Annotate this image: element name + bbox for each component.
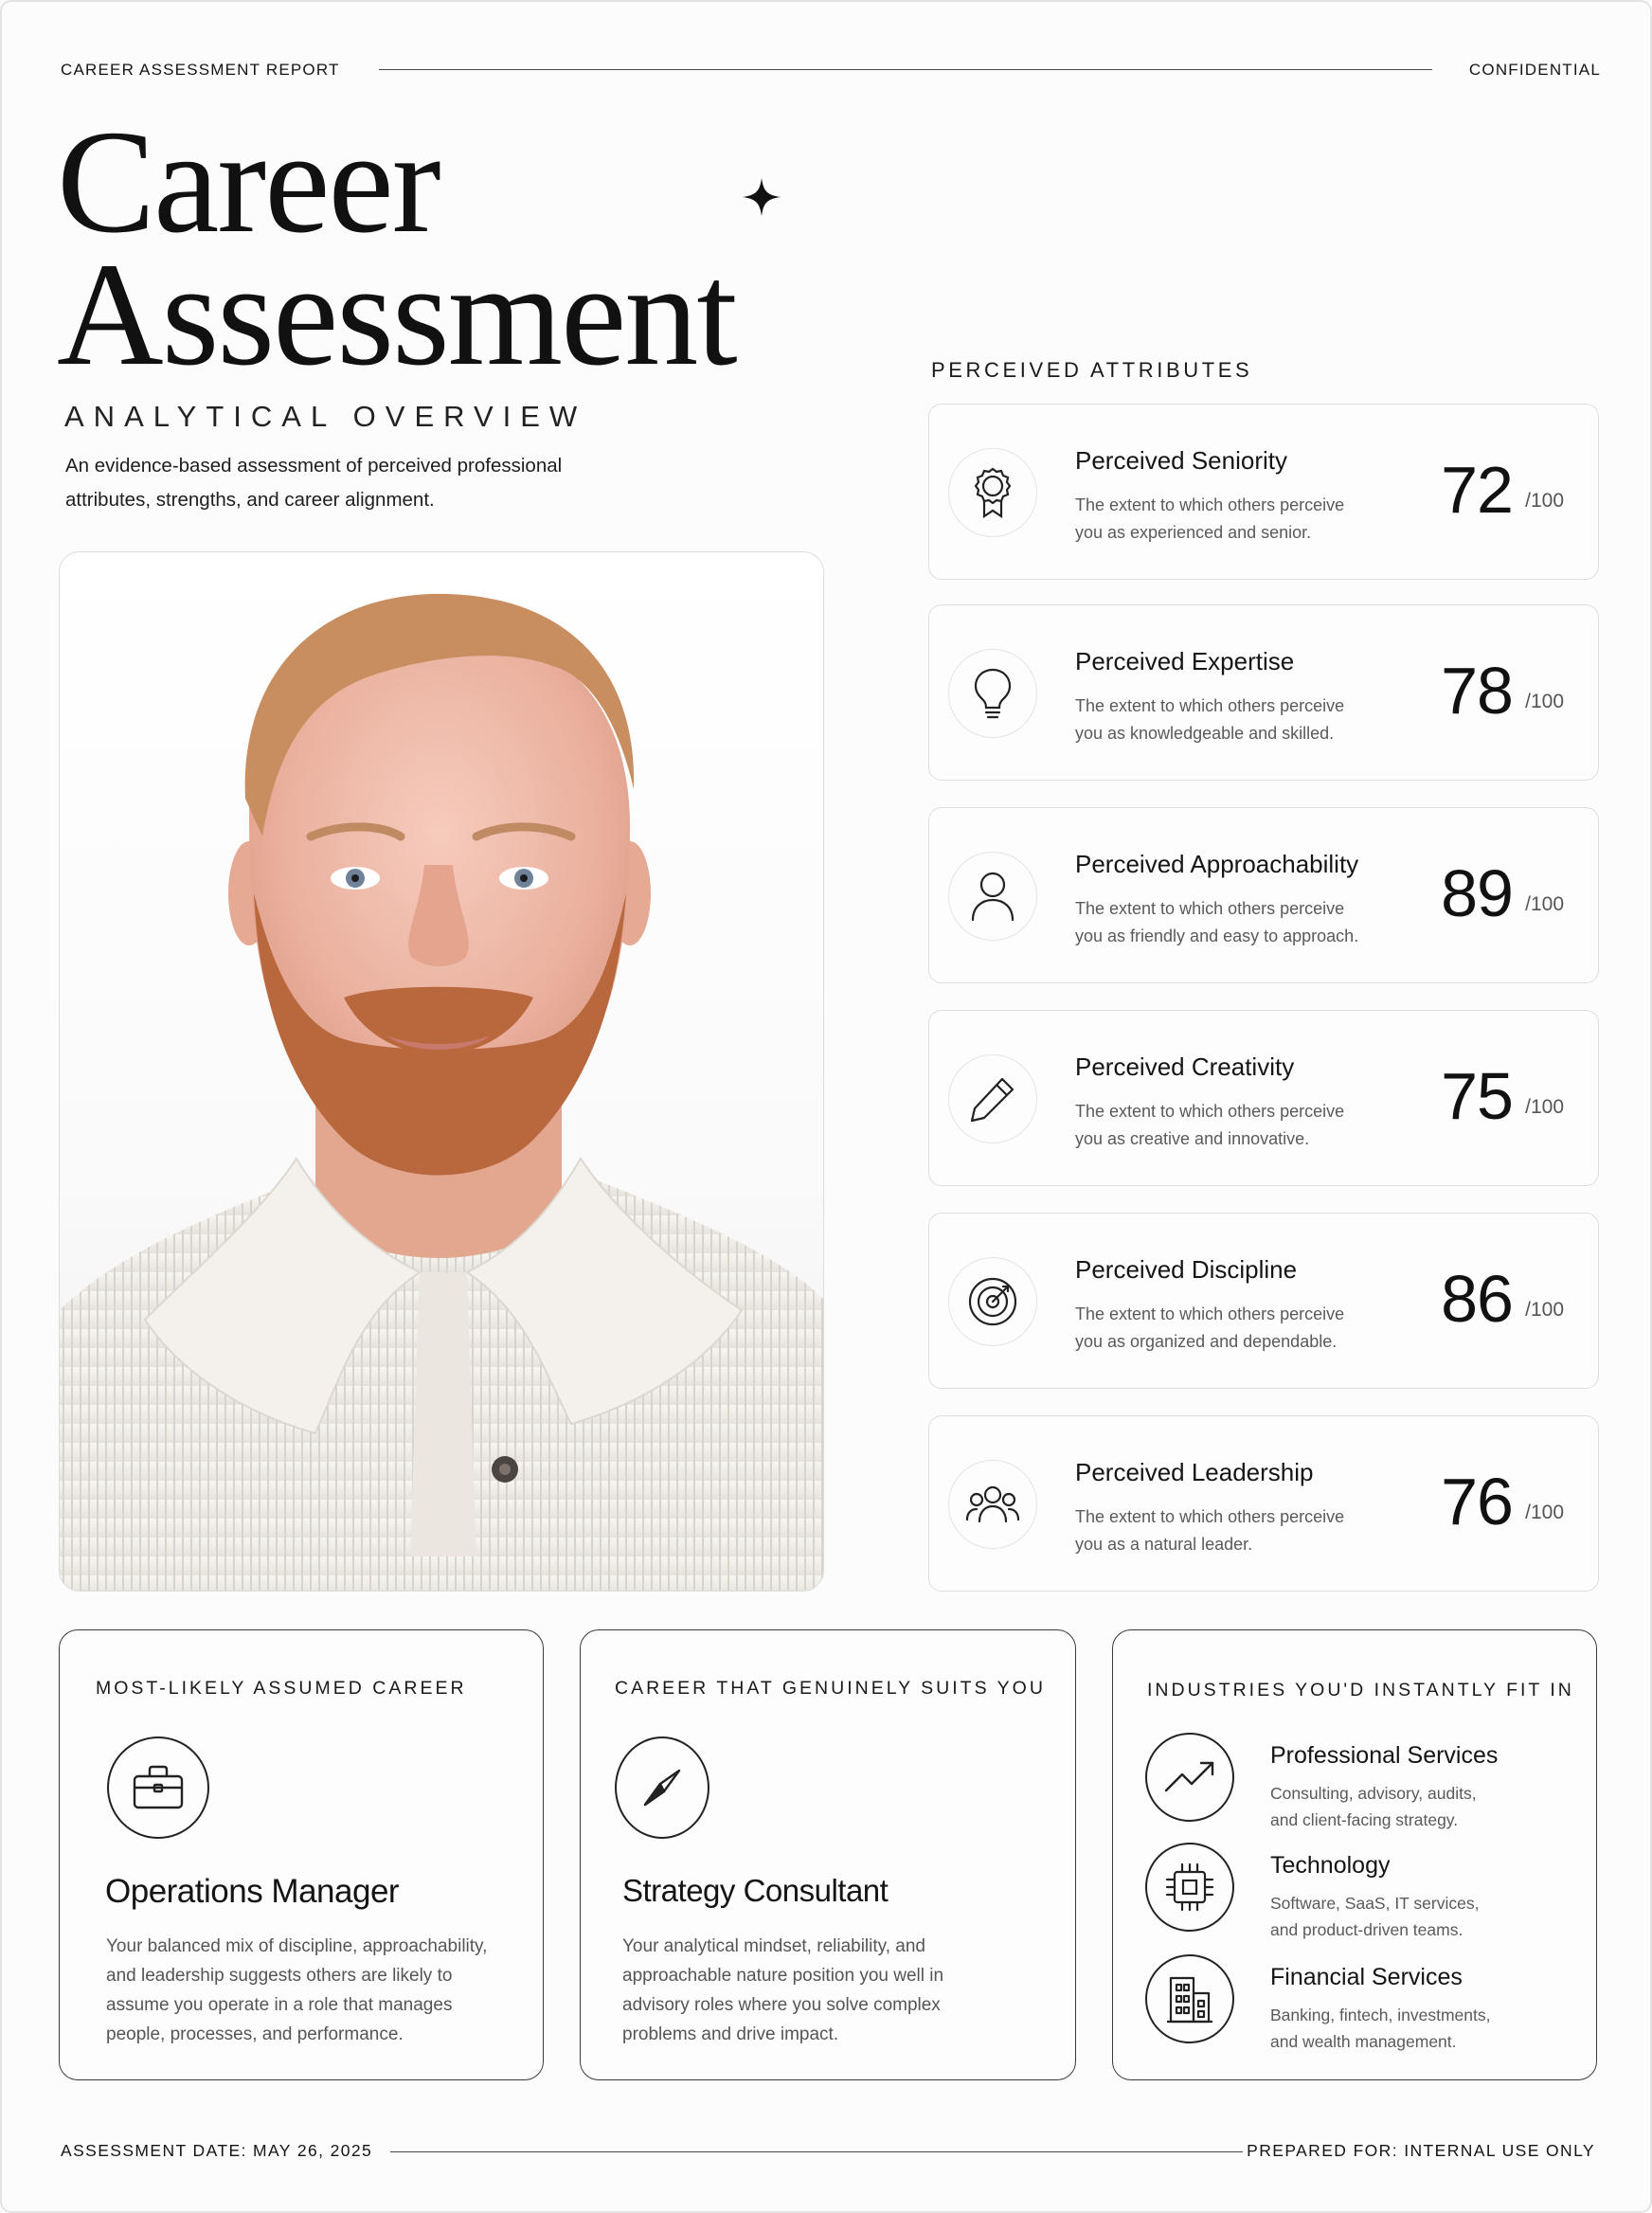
attribute-score-max: /100 bbox=[1525, 490, 1564, 512]
attribute-description-line: you as organized and dependable. bbox=[1075, 1332, 1338, 1351]
attribute-name: Perceived Expertise bbox=[1075, 647, 1295, 675]
briefcase-icon bbox=[107, 1736, 209, 1839]
sparkle-icon bbox=[741, 176, 782, 218]
attribute-description-line: you as creative and innovative. bbox=[1075, 1129, 1310, 1148]
description-line: assume you operate in a role that manages bbox=[106, 1995, 453, 2015]
description-line: Your balanced mix of discipline, approachability, bbox=[106, 1936, 488, 1956]
description-line: and leadership suggests others are likely to bbox=[106, 1966, 453, 1986]
suited-career-heading: CAREER THAT GENUINELY SUITS YOU bbox=[615, 1678, 1046, 1699]
trend-up-icon bbox=[1145, 1733, 1234, 1822]
attribute-description-line: you as a natural leader. bbox=[1075, 1535, 1253, 1554]
attribute-card-discipline bbox=[928, 1213, 1599, 1389]
group-icon bbox=[948, 1460, 1037, 1549]
attribute-description-line: The extent to which others perceive bbox=[1075, 495, 1345, 514]
pencil-icon bbox=[948, 1054, 1037, 1143]
attribute-score: 76 bbox=[1441, 1465, 1513, 1538]
prepared-for-label: PREPARED FOR: INTERNAL USE ONLY bbox=[1247, 2141, 1595, 2160]
attribute-score-max: /100 bbox=[1525, 893, 1564, 915]
industry-name: Professional Services bbox=[1270, 1742, 1499, 1769]
assessment-date: ASSESSMENT DATE: MAY 26, 2025 bbox=[61, 2141, 373, 2160]
confidential-label: CONFIDENTIAL bbox=[1468, 61, 1601, 79]
attribute-name: Perceived Creativity bbox=[1075, 1053, 1295, 1081]
industry-description-line: Banking, fintech, investments, bbox=[1270, 2006, 1491, 2024]
attribute-name: Perceived Seniority bbox=[1075, 446, 1287, 475]
compass-icon bbox=[615, 1736, 709, 1839]
attribute-description-line: The extent to which others perceive bbox=[1075, 899, 1345, 918]
suited-career-description bbox=[622, 1932, 943, 2049]
attribute-description-line: you as friendly and easy to approach. bbox=[1075, 927, 1359, 945]
description-line: approachable nature position you well in bbox=[622, 1966, 944, 1986]
intro-line-1: An evidence-based assessment of perceived professional bbox=[65, 455, 563, 477]
title-line-2: Assessment bbox=[57, 232, 736, 396]
report-header bbox=[61, 59, 1601, 81]
person-icon bbox=[948, 852, 1037, 941]
industries-card bbox=[1112, 1629, 1597, 2080]
report-type-label: CAREER ASSESSMENT REPORT bbox=[61, 61, 340, 79]
industry-description bbox=[1270, 1890, 1535, 1943]
industry-description-line: Software, SaaS, IT services, bbox=[1270, 1894, 1480, 1913]
attribute-score-max: /100 bbox=[1525, 1096, 1564, 1118]
industry-item-professional-services bbox=[1145, 1733, 1600, 1831]
attribute-description-line: The extent to which others perceive bbox=[1075, 1507, 1345, 1526]
suited-career-role: Strategy Consultant bbox=[622, 1873, 889, 1908]
footer-divider bbox=[390, 2151, 1243, 2152]
industry-description bbox=[1270, 1780, 1535, 1833]
portrait-photo bbox=[59, 551, 824, 1592]
lightbulb-icon bbox=[948, 649, 1037, 738]
description-line: people, processes, and performance. bbox=[106, 2024, 404, 2044]
award-ribbon-icon bbox=[948, 448, 1037, 537]
attribute-card-seniority bbox=[928, 404, 1599, 580]
industry-name: Technology bbox=[1270, 1852, 1391, 1879]
attributes-heading: PERCEIVED ATTRIBUTES bbox=[931, 358, 1253, 382]
attribute-score: 72 bbox=[1441, 453, 1513, 527]
page-subtitle: ANALYTICAL OVERVIEW bbox=[64, 400, 587, 433]
attribute-description-line: The extent to which others perceive bbox=[1075, 696, 1345, 715]
assumed-career-card bbox=[59, 1629, 544, 2080]
industry-name: Financial Services bbox=[1270, 1964, 1463, 1990]
chip-icon bbox=[1145, 1843, 1234, 1932]
assumed-career-description bbox=[106, 1932, 487, 2049]
page-title bbox=[57, 99, 736, 396]
industry-description bbox=[1270, 2002, 1535, 2055]
portrait-illustration bbox=[60, 552, 824, 1592]
title-line-1: Career bbox=[57, 99, 440, 263]
attribute-score-max: /100 bbox=[1525, 691, 1564, 712]
attribute-description bbox=[1075, 895, 1388, 950]
assumed-career-heading: MOST-LIKELY ASSUMED CAREER bbox=[96, 1678, 467, 1699]
attribute-score-max: /100 bbox=[1525, 1502, 1564, 1523]
industries-heading: INDUSTRIES YOU'D INSTANTLY FIT IN bbox=[1147, 1680, 1574, 1700]
attribute-description bbox=[1075, 1503, 1388, 1558]
assumed-career-role: Operations Manager bbox=[105, 1873, 400, 1910]
intro-text bbox=[65, 449, 653, 517]
description-line: Your analytical mindset, reliability, and bbox=[622, 1936, 926, 1956]
attribute-card-creativity bbox=[928, 1010, 1599, 1186]
attribute-score: 75 bbox=[1441, 1059, 1513, 1133]
attribute-description-line: The extent to which others perceive bbox=[1075, 1304, 1345, 1323]
intro-line-2: attributes, strengths, and career alignment. bbox=[65, 489, 435, 511]
attribute-description-line: The extent to which others perceive bbox=[1075, 1102, 1345, 1121]
attribute-description-line: you as experienced and senior. bbox=[1075, 523, 1312, 542]
industry-description-line: and product-driven teams. bbox=[1270, 1920, 1463, 1939]
description-line: advisory roles where you solve complex bbox=[622, 1995, 941, 2015]
industry-description-line: Consulting, advisory, audits, bbox=[1270, 1784, 1477, 1803]
attribute-score: 78 bbox=[1441, 654, 1513, 728]
description-line: problems and drive impact. bbox=[622, 2024, 839, 2044]
attribute-description bbox=[1075, 492, 1388, 547]
attribute-card-expertise bbox=[928, 604, 1599, 781]
target-icon bbox=[948, 1257, 1037, 1346]
attribute-name: Perceived Approachability bbox=[1075, 850, 1359, 878]
header-divider bbox=[379, 69, 1432, 70]
attribute-description bbox=[1075, 1098, 1388, 1153]
attribute-name: Perceived Leadership bbox=[1075, 1458, 1314, 1486]
industry-item-financial-services bbox=[1145, 1954, 1600, 2053]
industry-description-line: and client-facing strategy. bbox=[1270, 1810, 1459, 1829]
suited-career-card bbox=[580, 1629, 1076, 2080]
attribute-score: 86 bbox=[1441, 1262, 1513, 1336]
attribute-card-leadership bbox=[928, 1415, 1599, 1592]
attribute-description bbox=[1075, 1301, 1388, 1356]
attribute-score: 89 bbox=[1441, 856, 1513, 930]
industry-description-line: and wealth management. bbox=[1270, 2032, 1457, 2051]
attribute-name: Perceived Discipline bbox=[1075, 1255, 1298, 1284]
attribute-description bbox=[1075, 693, 1388, 747]
attribute-description-line: you as knowledgeable and skilled. bbox=[1075, 724, 1335, 743]
report-footer bbox=[61, 2141, 1595, 2164]
buildings-icon bbox=[1145, 1954, 1234, 2043]
attribute-score-max: /100 bbox=[1525, 1299, 1564, 1321]
attribute-card-approachability bbox=[928, 807, 1599, 983]
industry-item-technology bbox=[1145, 1843, 1600, 1941]
